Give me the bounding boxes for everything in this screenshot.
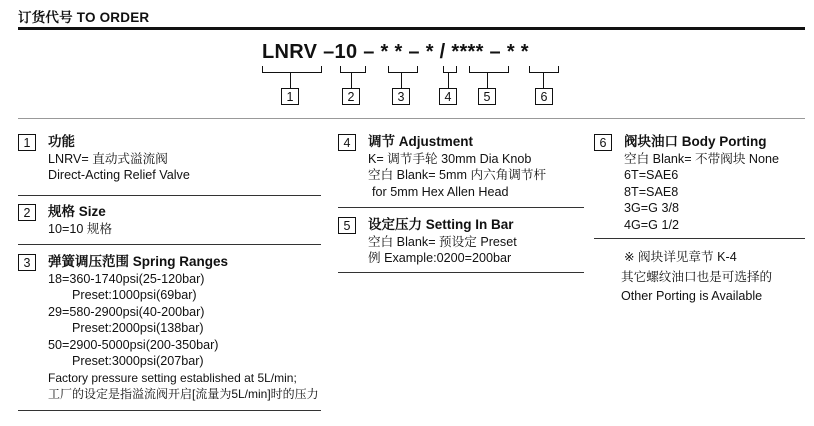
leader-1 [290,72,291,88]
section-2-line: 10=10 规格 [48,221,113,236]
page-title: 订货代号 TO ORDER [18,10,150,25]
callout-4: 4 [439,88,457,105]
section-1-rule [18,195,321,196]
section-3-line: Preset:3000psi(207bar) [72,354,204,368]
section-3-heading: 弹簧调压范围 Spring Ranges [48,254,229,269]
order-code: LNRV –10 – * * – * / **** – * * [262,41,529,63]
section-6-line: 空白 Blank= 不带阀块 None [624,151,780,166]
section-4-line: 空白 Blank= 5mm 内六角调节杆 [368,168,547,182]
section-5-heading: 设定压力 Setting In Bar [368,217,514,232]
callout-5: 5 [478,88,496,105]
section-2 [48,204,112,237]
section-1-line: Direct-Acting Relief Valve [48,168,190,182]
leader-5 [487,72,488,88]
section-2-rule [18,244,321,245]
section-3-note: Factory pressure setting established at 5L/min; [48,370,297,385]
section-6-notes [621,248,772,307]
section-1-heading: 功能 [48,134,75,149]
section-3-rule [18,410,321,411]
section-6-note: 其它螺纹油口也是可选择的 [621,269,773,284]
section-6-line: 6T=SAE6 [624,168,679,182]
section-6-line: 8T=SAE8 [624,184,679,199]
section-6-line: 4G=G 1/2 [624,217,679,232]
title-rule [18,27,805,30]
section-3-line: 29=580-2900psi(40-200bar) [48,304,205,319]
section-3-line: 18=360-1740psi(25-120bar) [48,271,205,286]
section-4-line: for 5mm Hex Allen Head [372,184,509,199]
section-6 [624,134,779,233]
section-6-rule [594,238,805,239]
leader-4 [448,72,449,88]
leader-2 [351,72,352,88]
leader-3 [401,72,402,88]
section-6-number: 6 [594,134,612,151]
section-3 [48,254,320,403]
callout-6: 6 [535,88,553,105]
leader-6 [543,72,544,88]
bracket-1 [262,66,322,73]
section-6-note: Other Porting is Available [621,289,763,303]
section-6-heading: 阀块油口 Body Porting [624,134,767,149]
section-2-number: 2 [18,204,36,221]
section-5 [368,217,517,267]
section-3-line: Preset:1000psi(69bar) [72,288,197,302]
divider [18,118,805,119]
bracket-2 [340,66,366,73]
section-5-number: 5 [338,217,356,234]
section-5-line: 空白 Blank= 预设定 Preset [368,234,517,249]
section-3-note: 工厂的设定是指溢流阀开启[流量为5L/min]时的压力 [48,387,319,401]
section-4-rule [338,207,584,208]
bracket-3 [388,66,418,73]
callout-2: 2 [342,88,360,105]
section-3-line: 50=2900-5000psi(200-350bar) [48,337,219,352]
section-2-heading: 规格 Size [48,204,106,219]
callout-3: 3 [392,88,410,105]
bracket-4 [443,66,457,73]
section-1-line: LNRV= 直动式溢流阀 [48,151,168,166]
section-5-rule [338,272,584,273]
section-1 [48,134,190,184]
section-6-note: ※ 阀块详见章节 K-4 [624,250,737,264]
section-3-line: Preset:2000psi(138bar) [72,321,204,335]
section-1-number: 1 [18,134,36,151]
section-5-line: 例 Example:0200=200bar [368,251,512,265]
section-4-line: K= 调节手轮 30mm Dia Knob [368,151,532,166]
section-3-number: 3 [18,254,36,271]
callout-1: 1 [281,88,299,105]
section-4-heading: 调节 Adjustment [368,134,474,149]
bracket-5 [469,66,509,73]
section-4-number: 4 [338,134,356,151]
section-6-line: 3G=G 3/8 [624,201,679,215]
section-4 [368,134,546,200]
